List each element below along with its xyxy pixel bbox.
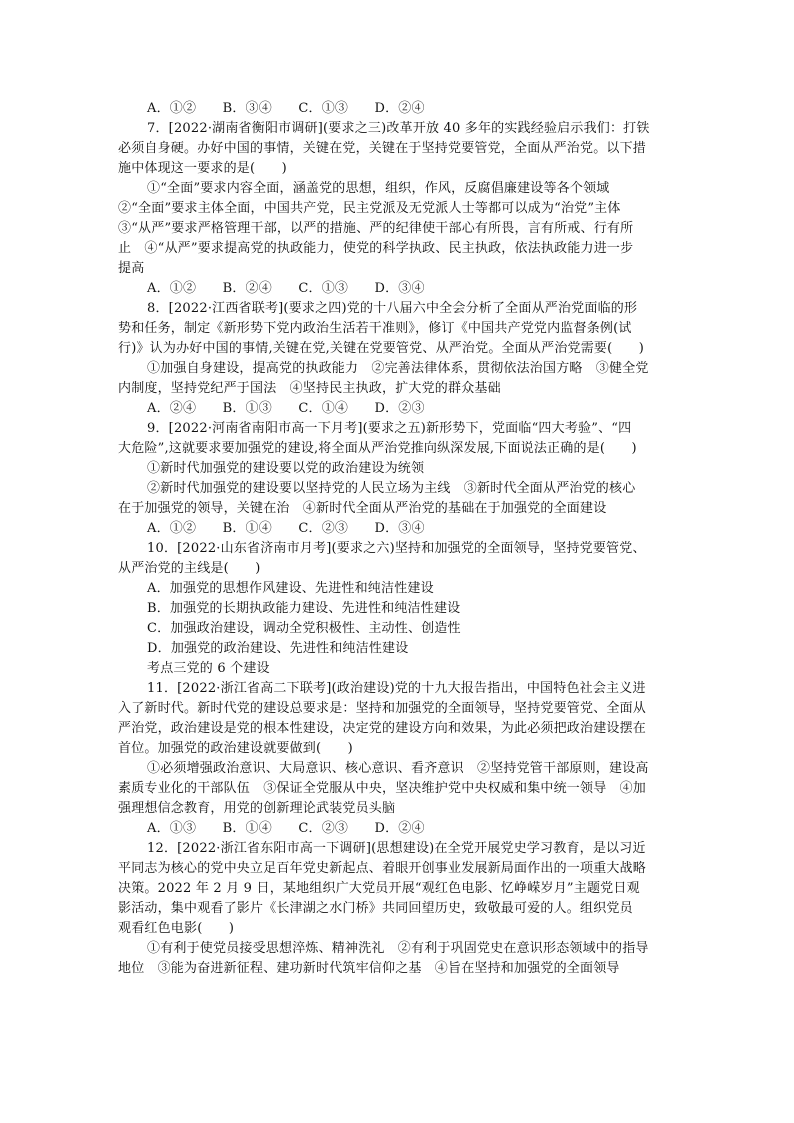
- q12-statement: ①有利于使党员接受思想淬炼、精神洗礼 ②有利于巩固党史在意识形态领域中的指导: [147, 941, 649, 956]
- q6-options: A．①② B．③④ C．①③ D．②④: [147, 101, 425, 116]
- q10-option-a: A．加强党的思想作风建设、先进性和纯洁性建设: [147, 581, 434, 596]
- q12-stem: 影活动，集中观看了影片《长津湖之水门桥》共同回望历史，致敬最可爱的人。组织党员: [118, 901, 633, 916]
- q11-stem: 11．[2022·浙江省高二下联考](政治建设)党的十九大报告指出，中国特色社会主义进: [147, 681, 646, 696]
- section-heading: 考点三党的 6 个建设: [147, 661, 270, 676]
- q12-stem: 平同志为核心的党中央立足百年党史新起点、着眼开创事业发展新局面作出的一项重大战略: [118, 861, 647, 876]
- q7-stem: 必须自身硬。办好中国的事情，关键在党，关键在于坚持党要管党，全面从严治党。以下措: [118, 141, 647, 156]
- q7-statement: ②“全面”要求主体全面，中国共产党，民主党派及无党派人士等都可以成为“治党”主体: [118, 201, 621, 216]
- q12-stem: 决策。2022 年 2 月 9 日，某地组织广大党员开展“观红色电影、忆峥嵘岁月”主题党日观: [118, 881, 640, 896]
- q10-option-b: B．加强党的长期执政能力建设、先进性和纯洁性建设: [147, 601, 461, 616]
- q12-stem: 12．[2022·浙江省东阳市高一下调研](思想建设)在全党开展党史学习教育，是以习近: [147, 841, 646, 856]
- q9-statement: ①新时代加强党的建设要以党的政治建设为统领: [147, 461, 425, 476]
- q9-statement: 在于加强党的领导，关键在治 ④新时代全面从严治党的基础在于加强党的全面建设: [118, 501, 607, 516]
- q10-option-d: D．加强党的政治建设、先进性和纯洁性建设: [147, 641, 409, 656]
- q11-options: A．①③ B．①④ C．②③ D．②④: [147, 821, 425, 836]
- q11-stem: 入了新时代。新时代党的建设总要求是：坚持和加强党的全面领导，坚持党要管党、全面从: [118, 701, 647, 716]
- q9-statement: ②新时代加强党的建设要以坚持党的人民立场为主线 ③新时代全面从严治党的核心: [147, 481, 636, 496]
- q10-stem: 10．[2022·山东省济南市月考](要求之六)坚持和加强党的全面领导，坚持党要管党、: [147, 541, 646, 556]
- q7-stem: 7．[2022·湖南省衡阳市调研](要求之三)改革开放 40 多年的实践经验启示我们：打铁: [147, 121, 650, 136]
- q9-stem: 大危险”,这就要求要加强党的建设,将全面从严治党推向纵深发展,下面说法正确的是( ): [118, 441, 637, 456]
- q9-stem: 9．[2022·河南省南阳市高一下月考](要求之五)新形势下，党面临“四大考验”、“四: [147, 421, 632, 436]
- q9-options: A．①② B．①④ C．②③ D．③④: [147, 521, 425, 536]
- q7-statement: 提高: [118, 261, 145, 276]
- q8-stem: 势和任务，制定《新形势下党内政治生活若干准则》，修订《中国共产党党内监督条例(试: [118, 321, 632, 336]
- q11-stem: 严治党，政治建设是党的根本性建设，决定党的建设方向和效果，为此必须把政治建设摆在: [118, 721, 647, 736]
- q12-statement: 地位 ③能为奋进新征程、建功新时代筑牢信仰之基 ④旨在坚持和加强党的全面领导: [118, 961, 620, 976]
- q11-statement: ①必须增强政治意识、大局意识、核心意识、看齐意识 ②坚持党管干部原则，建设高: [147, 761, 649, 776]
- q8-options: A．②④ B．①③ C．①④ D．②③: [147, 401, 425, 416]
- q11-statement: 素质专业化的干部队伍 ③保证全党服从中央，坚决维护党中央权威和集中统一领导 ④加: [118, 781, 647, 796]
- q8-stem: 8．[2022·江西省联考](要求之四)党的十八届六中全会分析了全面从严治党面临的形: [147, 301, 638, 316]
- q7-options: A．①② B．②④ C．①③ D．③④: [147, 281, 425, 296]
- q10-option-c: C．加强政治建设，调动全党积极性、主动性、创造性: [147, 621, 461, 636]
- q7-statement: ①“全面”要求内容全面，涵盖党的思想，组织，作风，反腐倡廉建设等各个领域: [147, 181, 610, 196]
- q8-statement: 内制度，坚持党纪严于国法 ④坚持民主执政，扩大党的群众基础: [118, 381, 501, 396]
- q8-statement: ①加强自身建设，提高党的执政能力 ②完善法律体系，贯彻依法治国方略 ③健全党: [147, 361, 649, 376]
- q12-stem: 观看红色电影( ): [118, 921, 235, 936]
- q8-stem: 行)》认为办好中国的事情,关键在党,关键在党要管党、从严治党。全面从严治党需要( ): [118, 341, 645, 356]
- q10-stem: 从严治党的主线是( ): [118, 561, 261, 576]
- q7-stem: 施中体现这一要求的是( ): [118, 161, 287, 176]
- q11-stem: 首位。加强党的政治建设就要做到( ): [118, 741, 353, 756]
- q11-statement: 强理想信念教育，用党的创新理论武装党员头脑: [118, 801, 396, 816]
- q7-statement: ③“从严”要求严格管理干部，以严的措施、严的纪律使干部心有所畏，言有所戒、行有所: [118, 221, 634, 236]
- q7-statement: 止 ④“从严”要求提高党的执政能力，使党的科学执政、民主执政，依法执政能力进一步: [118, 241, 634, 256]
